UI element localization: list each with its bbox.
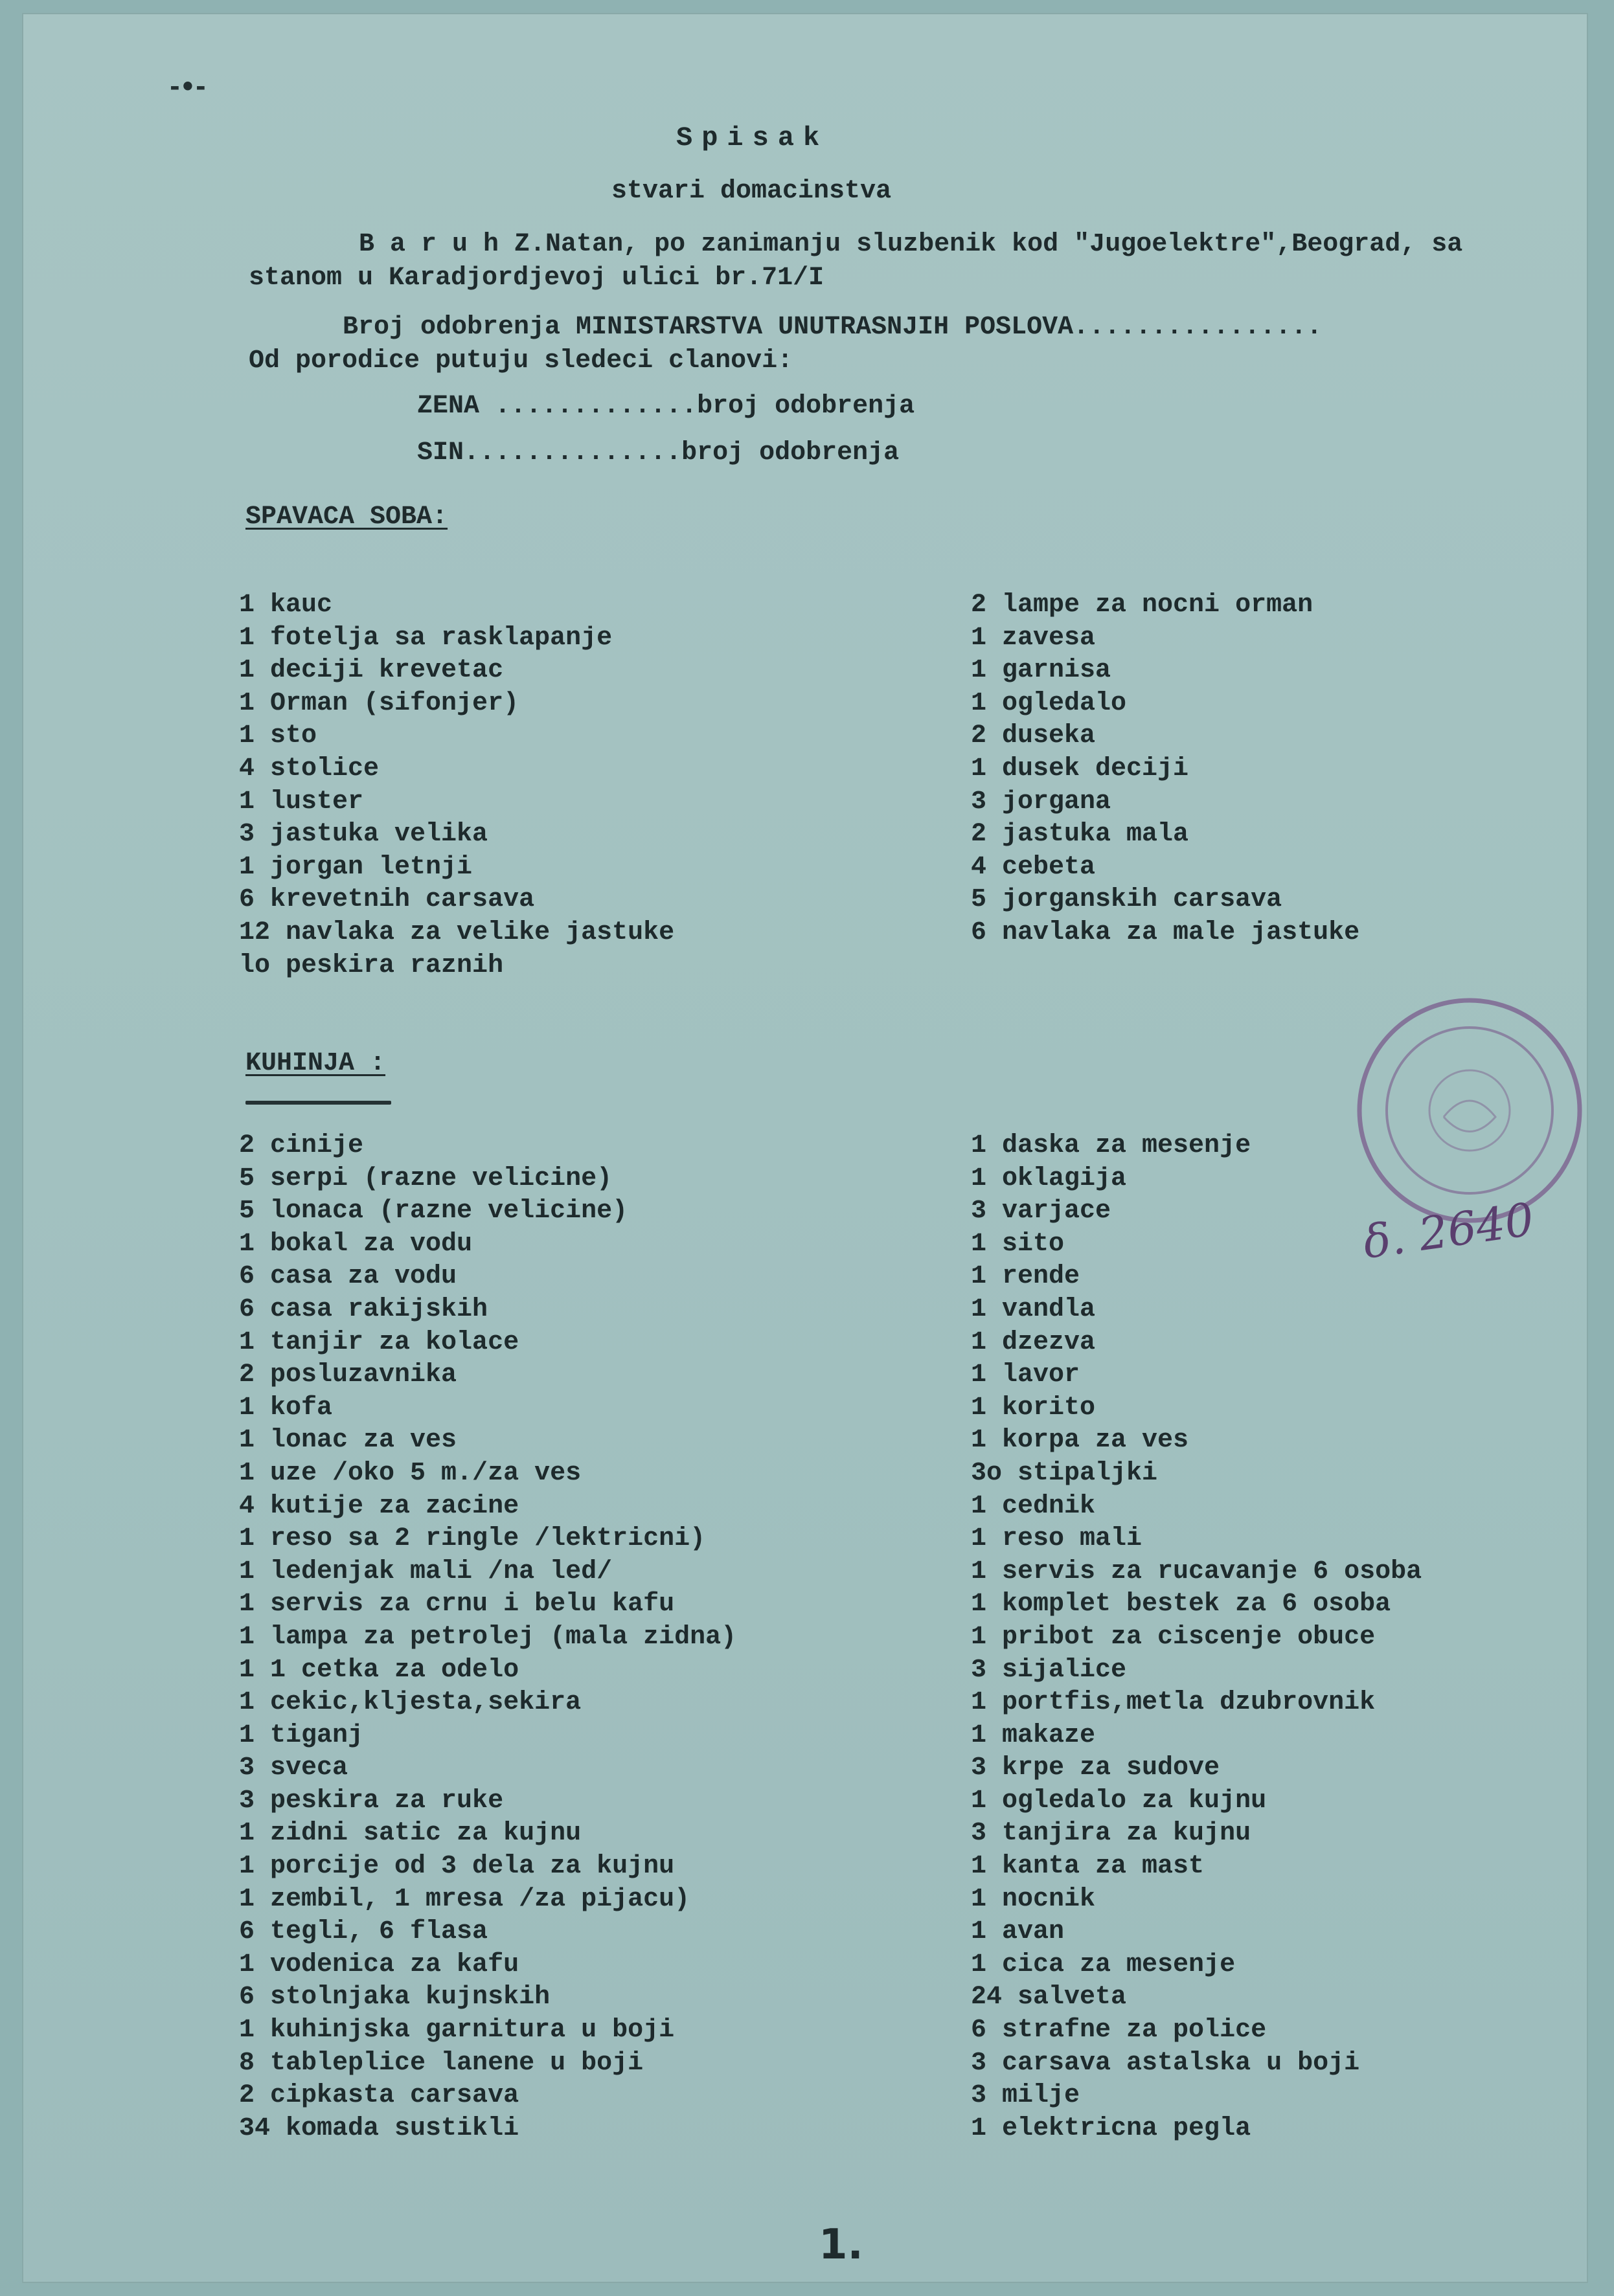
list-item: 6 navlaka za male jastuke xyxy=(971,917,1360,947)
kitchen-heading: KUHINJA : xyxy=(245,1049,386,1078)
list-item: 1 porcije od 3 dela za kujnu xyxy=(239,1852,675,1882)
kitchen-heading-rule xyxy=(245,1101,391,1105)
kitchen-right-list xyxy=(971,1130,1422,2145)
bedroom-left-list xyxy=(239,589,674,982)
document-title: Spisak xyxy=(676,122,829,153)
list-item: 3 tanjira za kujnu xyxy=(971,1819,1251,1849)
list-item: 1 lavor xyxy=(971,1360,1080,1390)
family-line: Od porodice putuju sledeci clanovi: xyxy=(249,346,793,376)
list-item: 3o stipaljki xyxy=(971,1458,1158,1488)
list-item: 1 cekic,kljesta,sekira xyxy=(239,1688,582,1718)
page-number: 1. xyxy=(819,2221,863,2269)
list-item: 1 kofa xyxy=(239,1393,333,1423)
list-item: 1 korpa za ves xyxy=(971,1426,1189,1456)
intro-line-1: B a r u h Z.Natan, po zanimanju sluzbenik kod "Jugoelektre",Beograd, sa xyxy=(359,230,1463,259)
list-item: 34 komada sustikli xyxy=(239,2113,519,2143)
list-item: 1 komplet bestek za 6 osoba xyxy=(971,1590,1391,1619)
list-item: 1 dzezva xyxy=(971,1327,1096,1357)
list-item: 2 cipkasta carsava xyxy=(239,2081,519,2111)
list-item: 2 lampe za nocni orman xyxy=(971,591,1313,620)
list-item: 1 zavesa xyxy=(971,623,1096,653)
list-item: 12 navlaka za velike jastuke xyxy=(239,917,675,947)
kitchen-left-list xyxy=(239,1130,736,2145)
list-item: 3 peskira za ruke xyxy=(239,1786,504,1816)
list-item: 1 lampa za petrolej (mala zidna) xyxy=(239,1622,737,1652)
list-item: 1 vodenica za kafu xyxy=(239,1950,519,1979)
list-item: 1 lonac za ves xyxy=(239,1426,457,1456)
list-item: 3 sijalice xyxy=(971,1655,1127,1685)
bedroom-heading: SPAVACA SOBA: xyxy=(245,502,448,532)
list-item: 1 vandla xyxy=(971,1294,1096,1324)
list-item: 4 stolice xyxy=(239,754,380,783)
list-item: 2 duseka xyxy=(971,721,1096,751)
list-item: 1 jorgan letnji xyxy=(239,852,473,882)
list-item: 1 zembil, 1 mresa /za pijacu) xyxy=(239,1884,690,1914)
corner-mark: -•- xyxy=(170,73,206,101)
list-item: 1 Orman (sifonjer) xyxy=(239,688,519,718)
list-item: 1 avan xyxy=(971,1917,1065,1947)
list-item: 1 tiganj xyxy=(239,1720,364,1750)
list-item: 1 sto xyxy=(239,721,317,751)
list-item: 1 uze /oko 5 m./za ves xyxy=(239,1458,582,1488)
list-item: 1 nocnik xyxy=(971,1884,1096,1914)
list-item: 3 sveca xyxy=(239,1753,348,1783)
list-item: 3 carsava astalska u boji xyxy=(971,2048,1360,2078)
list-item: 3 milje xyxy=(971,2081,1080,2111)
list-item: 1 luster xyxy=(239,787,364,816)
list-item: 6 casa rakijskih xyxy=(239,1294,488,1324)
list-item: 6 stolnjaka kujnskih xyxy=(239,1983,551,2012)
list-item: 1 1 cetka za odelo xyxy=(239,1655,519,1685)
document-page xyxy=(22,13,1588,2283)
list-item: lo peskira raznih xyxy=(239,951,504,980)
son-line: SIN..............broj odobrenja xyxy=(417,438,900,467)
list-item: 2 posluzavnika xyxy=(239,1360,457,1390)
list-item: 1 ledenjak mali /na led/ xyxy=(239,1557,613,1586)
list-item: 1 makaze xyxy=(971,1720,1096,1750)
list-item: 1 tanjir za kolace xyxy=(239,1327,519,1357)
list-item: 1 dusek deciji xyxy=(971,754,1189,783)
list-item: 5 serpi (razne velicine) xyxy=(239,1164,613,1193)
list-item: 1 oklagija xyxy=(971,1164,1127,1193)
list-item: 3 jorgana xyxy=(971,787,1111,816)
list-item: 3 varjace xyxy=(971,1197,1111,1226)
list-item: 24 salveta xyxy=(971,1983,1127,2012)
list-item: 5 lonaca (razne velicine) xyxy=(239,1197,628,1226)
list-item: 1 daska za mesenje xyxy=(971,1131,1251,1160)
handwritten-note: δ. 2640 xyxy=(1359,1192,1538,1270)
list-item: 3 krpe za sudove xyxy=(971,1753,1220,1783)
list-item: 1 deciji krevetac xyxy=(239,656,504,686)
list-item: 1 zidni satic za kujnu xyxy=(239,1819,582,1849)
list-item: 5 jorganskih carsava xyxy=(971,885,1282,915)
list-item: 1 bokal za vodu xyxy=(239,1229,473,1259)
list-item: 1 servis za rucavanje 6 osoba xyxy=(971,1557,1422,1586)
list-item: 2 cinije xyxy=(239,1131,364,1160)
list-item: 1 cednik xyxy=(971,1491,1096,1521)
list-item: 1 portfis,metla dzubrovnik xyxy=(971,1688,1376,1718)
list-item: 1 reso sa 2 ringle /lektricni) xyxy=(239,1524,706,1554)
list-item: 1 kanta za mast xyxy=(971,1852,1205,1882)
list-item: 1 fotelja sa rasklapanje xyxy=(239,623,613,653)
list-item: 4 cebeta xyxy=(971,852,1096,882)
list-item: 3 jastuka velika xyxy=(239,820,488,850)
official-stamp-icon xyxy=(1347,987,1593,1233)
document-subtitle: stvari domacinstva xyxy=(611,177,892,206)
list-item: 6 casa za vodu xyxy=(239,1262,457,1292)
list-item: 8 tableplice lanene u boji xyxy=(239,2048,644,2078)
list-item: 1 korito xyxy=(971,1393,1096,1423)
list-item: 6 tegli, 6 flasa xyxy=(239,1917,488,1947)
wife-line: ZENA .............broj odobrenja xyxy=(417,392,915,421)
list-item: 1 reso mali xyxy=(971,1524,1142,1554)
list-item: 6 strafne za police xyxy=(971,2016,1267,2045)
list-item: 1 cica za mesenje xyxy=(971,1950,1236,1979)
list-item: 1 garnisa xyxy=(971,656,1111,686)
intro-line-2: stanom u Karadjordjevoj ulici br.71/I xyxy=(249,264,824,293)
list-item: 1 kauc xyxy=(239,591,333,620)
list-item: 1 sito xyxy=(971,1229,1065,1259)
list-item: 1 kuhinjska garnitura u boji xyxy=(239,2016,675,2045)
list-item: 2 jastuka mala xyxy=(971,820,1189,850)
bedroom-right-list xyxy=(971,589,1359,950)
list-item: 1 elektricna pegla xyxy=(971,2113,1251,2143)
list-item: 1 ogledalo za kujnu xyxy=(971,1786,1267,1816)
approval-line: Broj odobrenja MINISTARSTVA UNUTRASNJIH POSLOVA................ xyxy=(343,313,1323,342)
list-item: 1 pribot za ciscenje obuce xyxy=(971,1622,1376,1652)
list-item: 1 rende xyxy=(971,1262,1080,1292)
list-item: 4 kutije za zacine xyxy=(239,1491,519,1521)
list-item: 6 krevetnih carsava xyxy=(239,885,535,915)
list-item: 1 servis za crnu i belu kafu xyxy=(239,1590,675,1619)
list-item: 1 ogledalo xyxy=(971,688,1127,718)
